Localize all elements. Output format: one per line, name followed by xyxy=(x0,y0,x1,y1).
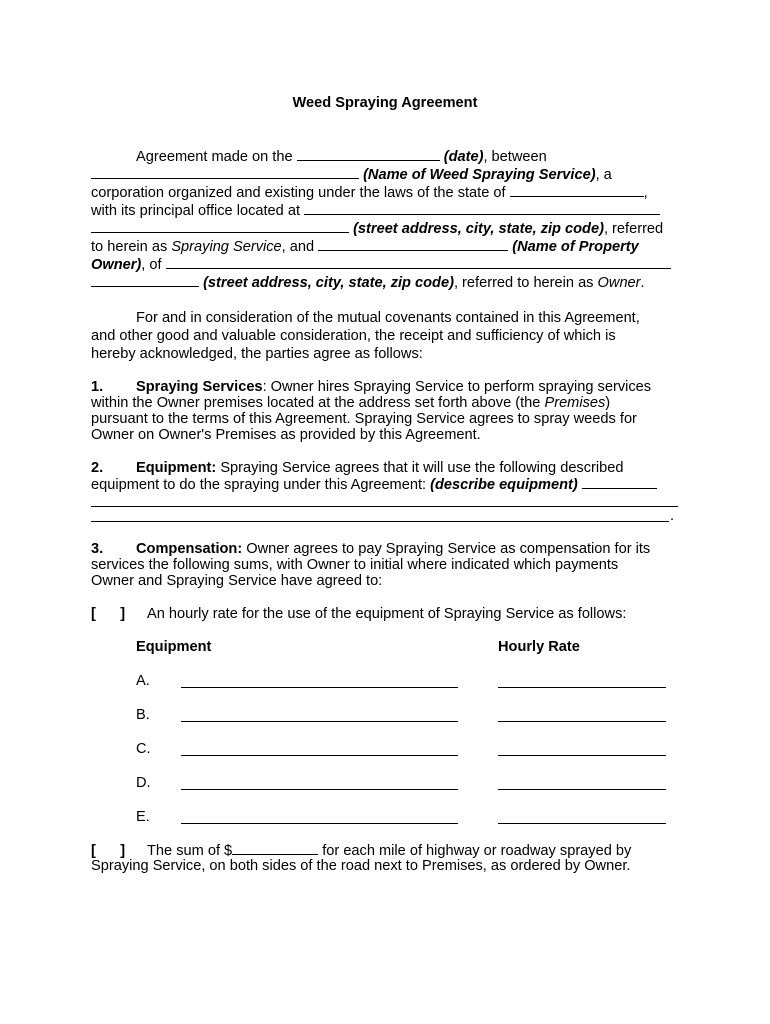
equipment-entry-blank[interactable] xyxy=(181,721,458,722)
section-3-line-1: 3. Compensation: Owner agrees to pay Spraying Service as compensation for its xyxy=(91,541,651,557)
hourly-rate-entry-blank[interactable] xyxy=(498,721,666,722)
rate-row-label: A. xyxy=(136,673,150,689)
section-1-line-3: pursuant to the terms of this Agreement. Spraying Service agrees to spray weeds for xyxy=(91,411,637,427)
mileage-option-line-2: Spraying Service, on both sides of the road next to Premises, as ordered by Owner. xyxy=(91,858,631,874)
section-1-line-4: Owner on Owner's Premises as provided by this Agreement. xyxy=(91,427,481,443)
owner-name-blank[interactable] xyxy=(318,237,508,251)
section-3-line-2: services the following sums, with Owner to initial where indicated which payments xyxy=(91,557,619,573)
rate-row-label: E. xyxy=(136,809,150,825)
preamble-line-6: to herein as Spraying Service, and (Name of Property xyxy=(91,239,639,255)
rate-row-label: B. xyxy=(136,707,150,723)
preamble-line-8: (street address, city, state, zip code), referred to herein as Owner. xyxy=(91,273,645,292)
equipment-blank-2[interactable] xyxy=(91,506,678,507)
section-1-number: 1. xyxy=(91,379,104,395)
consideration-line-2: and other good and valuable consideration, the receipt and sufficiency of which is xyxy=(91,328,616,344)
consideration-line-3: hereby acknowledged, the parties agree as follows: xyxy=(91,346,423,362)
equipment-blank-3[interactable] xyxy=(91,521,669,522)
hourly-option: [ ] An hourly rate for the use of the equipment of Spraying Service as follows: xyxy=(91,606,627,622)
preamble-line-1: Agreement made on the (date), between xyxy=(136,149,547,165)
mileage-initial-bracket[interactable]: [ ] xyxy=(91,843,126,859)
preamble-line-5: (street address, city, state, zip code), referred xyxy=(91,219,663,238)
preamble-line-3: corporation organized and existing under the laws of the state of , xyxy=(91,185,648,201)
hourly-rate-entry-blank[interactable] xyxy=(498,755,666,756)
hourly-rate-entry-blank[interactable] xyxy=(498,687,666,688)
section-2-line-2: equipment to do the spraying under this Agreement: (describe equipment) xyxy=(91,475,657,494)
office-address-blank[interactable] xyxy=(304,201,660,215)
rate-row-label: C. xyxy=(136,741,151,757)
section-1-line-2: within the Owner premises located at the address set forth above (the Premises) xyxy=(91,395,611,411)
section-2-number: 2. xyxy=(91,460,104,476)
owner-address-blank[interactable] xyxy=(166,255,671,269)
section-1-heading: Spraying Services xyxy=(136,379,263,395)
rate-row-label: D. xyxy=(136,775,151,791)
hourly-initial-bracket[interactable]: [ ] xyxy=(91,606,126,622)
date-blank[interactable] xyxy=(297,147,440,161)
section-3-number: 3. xyxy=(91,541,104,557)
preamble-line-7: Owner), of xyxy=(91,255,671,274)
equipment-column-header: Equipment xyxy=(136,639,212,655)
state-blank[interactable] xyxy=(510,183,644,197)
equipment-entry-blank[interactable] xyxy=(181,789,458,790)
hourly-rate-entry-blank[interactable] xyxy=(498,789,666,790)
hourly-rate-entry-blank[interactable] xyxy=(498,823,666,824)
equipment-end-period: . xyxy=(670,508,675,524)
section-2-heading: Equipment: xyxy=(136,460,217,476)
preamble-line-2: (Name of Weed Spraying Service), a xyxy=(91,165,612,184)
preamble-line-4: with its principal office located at xyxy=(91,201,660,220)
section-2-line-1: 2. Equipment: Spraying Service agrees that it will use the following described xyxy=(91,460,624,476)
section-1-line-1: 1. Spraying Services: Owner hires Spraying Service to perform spraying services xyxy=(91,379,652,395)
equipment-blank-1[interactable] xyxy=(582,475,657,489)
hourly-rate-column-header: Hourly Rate xyxy=(498,639,580,655)
owner-address-blank-2[interactable] xyxy=(91,273,199,287)
mileage-option-line-1: [ ] The sum of $ for each mile of highway or roadway sprayed by xyxy=(91,843,632,859)
equipment-entry-blank[interactable] xyxy=(181,687,458,688)
consideration-line-1: For and in consideration of the mutual covenants contained in this Agreement, xyxy=(136,310,640,326)
document-title: Weed Spraying Agreement xyxy=(292,95,478,111)
office-address-blank-2[interactable] xyxy=(91,219,349,233)
section-3-line-3: Owner and Spraying Service have agreed to: xyxy=(91,573,383,589)
section-3-heading: Compensation: xyxy=(136,541,243,557)
service-name-blank[interactable] xyxy=(91,165,359,179)
equipment-entry-blank[interactable] xyxy=(181,755,458,756)
mileage-amount-blank[interactable] xyxy=(232,841,318,855)
equipment-entry-blank[interactable] xyxy=(181,823,458,824)
